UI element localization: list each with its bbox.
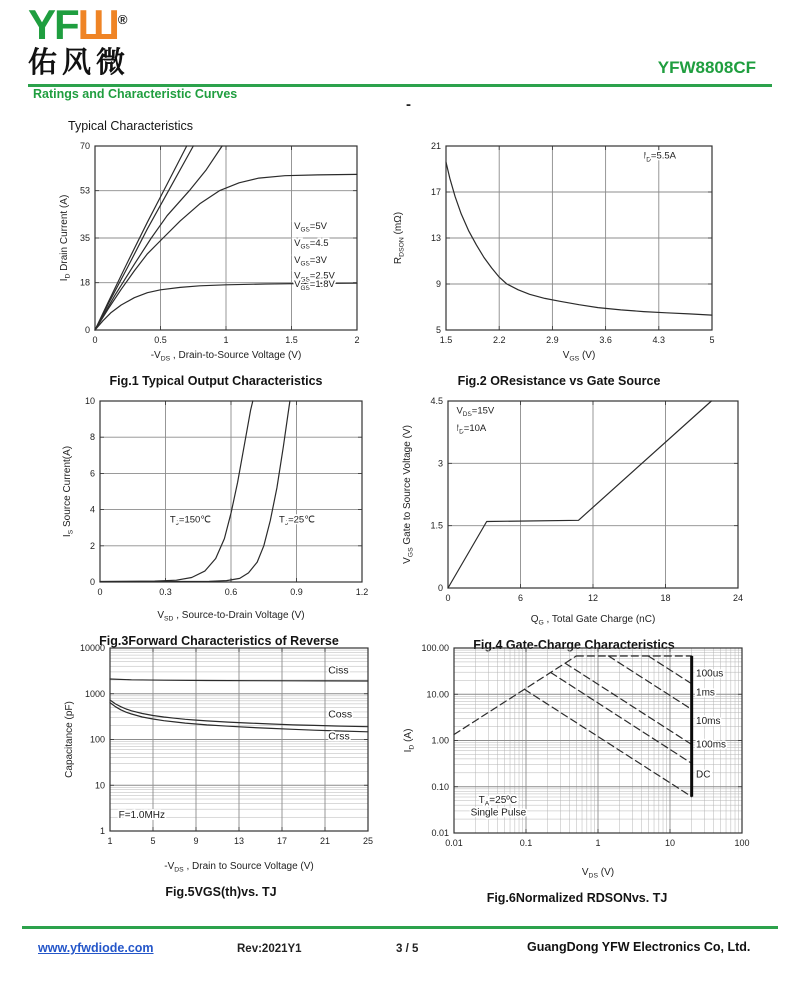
figure-4-gate-charge [398,393,750,652]
svg-text:1000: 1000 [84,688,105,699]
svg-text:VGS=1.8V: $V_{GS}=1.8V$ [294,279,335,292]
svg-text:4: 4 [89,504,95,515]
logo-wordmark [28,1,130,48]
svg-text:10000: 10000 [79,643,105,653]
svg-text:DC: DC [696,769,711,781]
fig2-caption: Fig.2 OResistance vs Gate Source [457,374,661,388]
svg-text:21: 21 [430,141,441,151]
logo-yf-text: YF [28,1,78,48]
footer-revision: Rev:2021Y1 [237,943,302,955]
svg-text:TA=25ºC: $T_A=25ºC$ [478,794,518,808]
fig4-caption: Fig.4 Gate-Charge Characteristics [473,638,675,652]
svg-text:VSD , Source-to-Drain Voltage: $V_{SD}$ , Source-to-Drain Voltage (V) [157,610,305,622]
svg-text:ID Drain Current (A): $I_D$ Drain Current (A) [59,194,72,282]
svg-text:2.2: 2.2 [492,335,506,345]
fig5-chart [60,640,382,873]
svg-text:100us: 100us [696,668,724,680]
svg-text:10.00: 10.00 [426,689,449,700]
svg-text:25: 25 [362,836,374,846]
svg-text:18: 18 [660,593,671,603]
fig3-caption: Fig.3Forward Characteristics of Reverse [99,634,339,648]
logo-chinese-name: 佑风微 [28,47,131,79]
svg-text:17: 17 [430,187,441,197]
svg-text:VGS=3V: $V_{GS}=3V$ [294,254,327,268]
typical-characteristics-title: Typical Characteristics [68,119,194,133]
svg-text:100.00: 100.00 [421,643,449,653]
svg-text:Ciss: Ciss [328,664,349,677]
fig5-caption: Fig.5VGS(th)vs. TJ [165,885,277,899]
svg-text:0.1: 0.1 [519,838,533,848]
svg-text:TJ=25℃: $T_J=25℃$ [279,514,315,527]
svg-text:VGS=2.5V: $V_{GS}=2.5V$ [294,270,335,284]
svg-text:1: 1 [223,335,229,345]
svg-text:-VDS , Drain to Source Voltage: $-V_{DS}$ , Drain to Source Voltage (V) [164,861,314,873]
svg-text:TJ=150℃: $T_J=150℃$ [169,514,211,527]
fig4-chart [398,393,750,626]
svg-text:9: 9 [435,279,441,289]
svg-text:0: 0 [89,577,95,587]
svg-text:1ms: 1ms [696,687,715,699]
footer-page-number: 3 / 5 [396,943,419,955]
svg-text:1.00: 1.00 [431,735,449,746]
svg-text:4.3: 4.3 [652,335,666,345]
svg-text:ID=10A: $I_D=10A$ [456,422,487,436]
svg-text:6: 6 [517,593,524,603]
figure-1-output-characteristics [55,136,377,388]
fig6-caption: Fig.6Normalized RDSONvs. TJ [486,891,668,905]
fig3-chart [58,393,380,622]
svg-text:F=1.0MHz: F=1.0MHz [118,810,166,822]
svg-text:RDSON (mΩ): $R_{DSON}$ (mΩ) [393,211,406,265]
svg-text:2: 2 [354,335,360,345]
svg-text:VDS=15V: $V_{DS}=15V$ [456,405,495,419]
svg-text:0: 0 [445,593,451,603]
svg-text:100ms: 100ms [696,739,727,751]
figure-2-rdson-vs-vgs [388,136,730,388]
fig1-chart [55,136,377,362]
fig6-chart [398,640,756,879]
yfw-logo [28,1,131,79]
svg-text:1.2: 1.2 [355,587,369,597]
svg-text:ID=5.5A: $I_D=5.5A$ [643,150,677,164]
part-number: YFW8808CF [657,58,756,77]
svg-text:0: 0 [97,587,103,597]
svg-text:13: 13 [233,836,245,846]
registered-trademark-icon: ® [117,12,128,27]
svg-text:-VDS , Drain-to-Source Voltage: $-V_{DS}$ , Drain-to-Source Voltage (V) [150,350,302,362]
svg-text:0.3: 0.3 [159,587,172,597]
fig2-chart [388,136,730,362]
dash-mark: - [406,96,411,113]
svg-text:8: 8 [89,432,95,443]
svg-text:1.5: 1.5 [285,335,298,345]
svg-text:ID (A): $I_D$ (A) [403,728,416,753]
svg-text:35: 35 [79,233,90,243]
svg-text:3.6: 3.6 [599,335,612,345]
svg-text:Coss: Coss [328,708,353,721]
svg-text:5: 5 [709,335,715,345]
svg-text:1: 1 [595,838,601,848]
svg-text:10: 10 [84,396,95,406]
svg-text:5: 5 [435,325,441,335]
svg-text:VGS Gate to Source Voltage (V: $V_{GS}$ Gate to Source Voltage (V) [402,425,415,564]
figure-6-soa [398,640,756,905]
svg-text:24: 24 [732,593,744,603]
svg-text:18: 18 [79,277,90,288]
section-title: Ratings and Characteristic Curves [33,87,238,101]
svg-text:17: 17 [276,836,288,846]
svg-text:0: 0 [92,335,98,345]
svg-text:1.5: 1.5 [439,335,453,345]
svg-text:2: 2 [89,540,95,551]
svg-text:VGS (V): $V_{GS}$ (V) [562,350,596,362]
svg-text:70: 70 [79,141,90,151]
footer-website-link[interactable]: www.yfwdiode.com [38,941,154,955]
svg-text:0.5: 0.5 [154,335,167,345]
svg-text:0.9: 0.9 [290,587,303,597]
svg-text:5: 5 [150,836,156,846]
svg-text:21: 21 [319,836,331,846]
svg-text:0.01: 0.01 [445,838,463,848]
svg-text:100: 100 [734,838,750,848]
svg-text:0: 0 [437,583,443,593]
svg-text:VGS=5V: $V_{GS}=5V$ [294,220,327,234]
svg-text:0.10: 0.10 [431,781,449,792]
footer-company-name: GuangDong YFW Electronics Co, Ltd. [527,940,751,954]
svg-text:10ms: 10ms [696,715,721,727]
svg-text:10: 10 [664,838,676,848]
svg-text:1: 1 [99,826,105,836]
svg-text:2.9: 2.9 [546,335,559,345]
svg-text:Single Pulse: Single Pulse [470,807,527,819]
svg-text:VGS=4.5: $V_{GS}=4.5$ [294,237,329,251]
svg-text:4.5: 4.5 [430,396,443,406]
svg-text:6: 6 [89,468,95,479]
svg-text:Crss: Crss [328,730,350,743]
svg-text:0.6: 0.6 [224,587,238,597]
svg-text:13: 13 [430,233,441,243]
svg-text:Capacitance (pF): Capacitance (pF) [64,701,75,778]
svg-text:9: 9 [193,836,199,846]
svg-text:53: 53 [79,185,90,196]
svg-text:12: 12 [587,593,599,603]
svg-text:1: 1 [107,836,113,846]
svg-text:3: 3 [437,458,443,469]
figure-3-reverse-diode [58,393,380,648]
svg-text:10: 10 [94,780,105,791]
svg-text:1.5: 1.5 [430,520,443,531]
footer-rule [22,926,778,929]
svg-text:0.01: 0.01 [431,828,449,838]
svg-text:0: 0 [84,325,90,335]
svg-text:QG , Total Gate Charge (nC): $Q_G$ , Total Gate Charge (nC) [530,614,656,626]
svg-text:VDS (V): $V_{DS}$ (V) [581,867,615,879]
fig1-caption: Fig.1 Typical Output Characteristics [109,374,323,388]
svg-text:100: 100 [89,734,105,745]
logo-w-glyph: Ш [77,1,118,48]
figure-5-capacitance [60,640,382,899]
svg-text:IS Source Current(A): $I_S$ Source Current(A) [62,445,75,538]
